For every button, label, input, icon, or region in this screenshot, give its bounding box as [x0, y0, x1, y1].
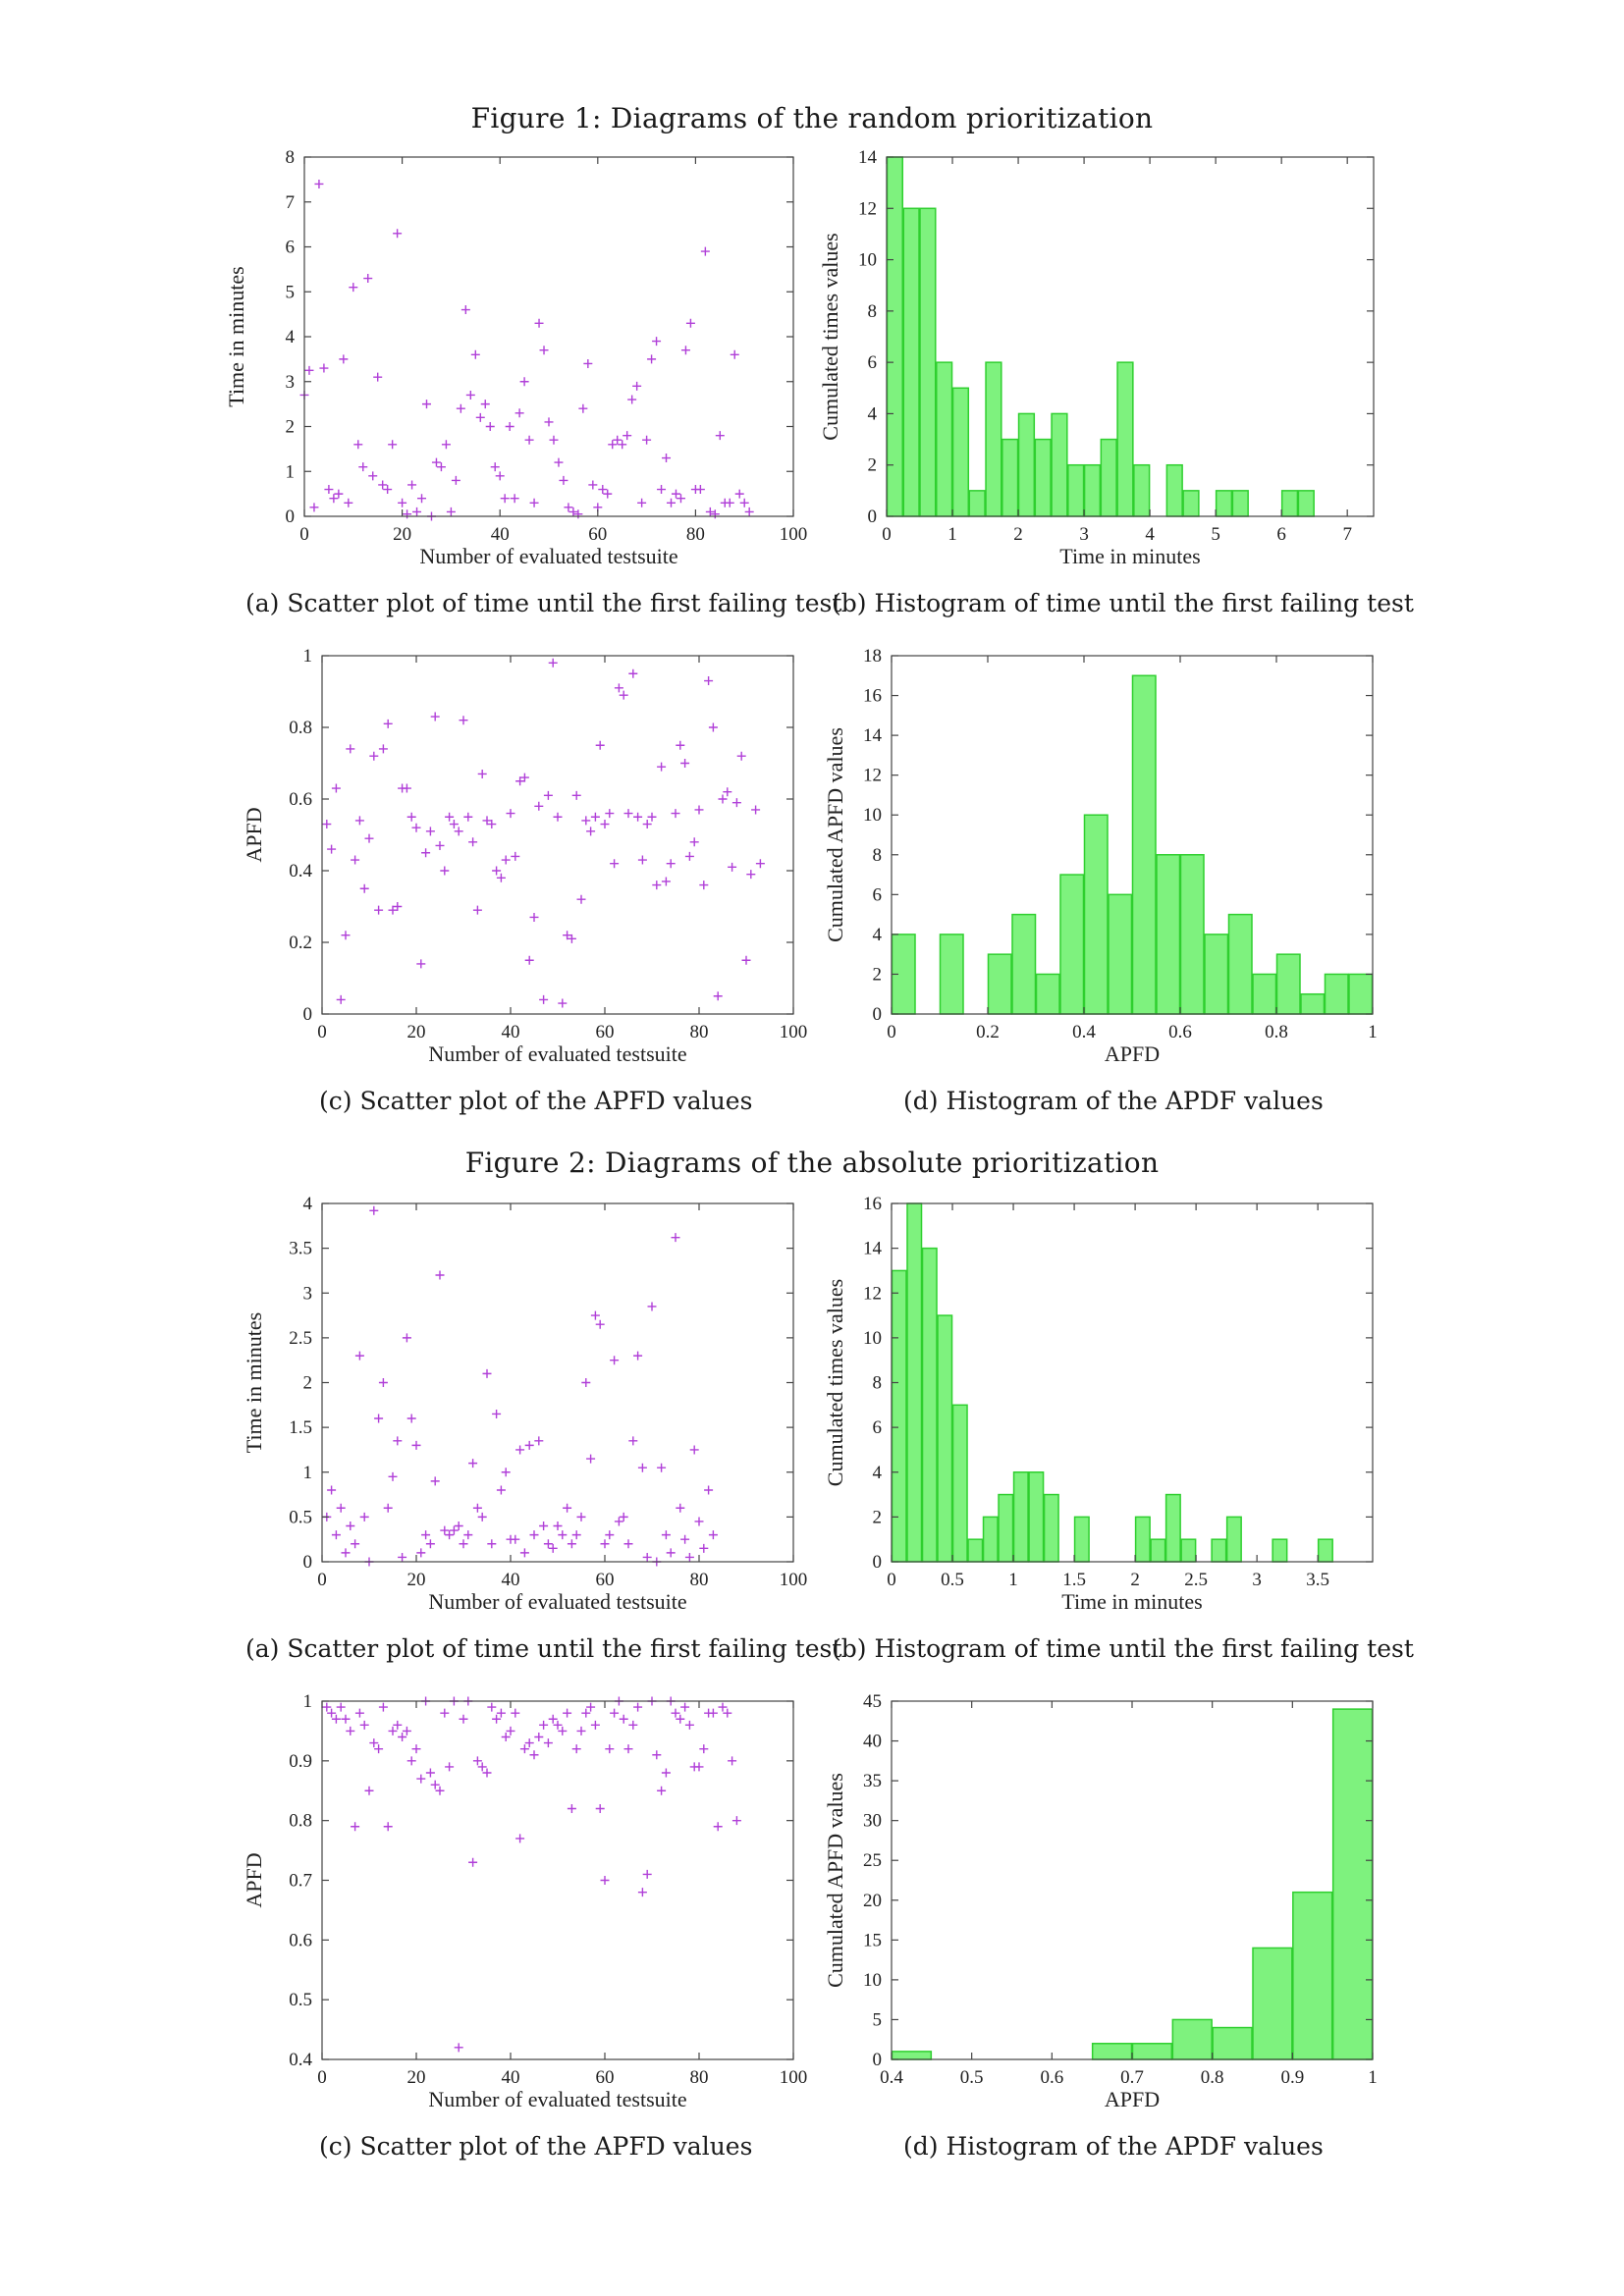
- f1a-ytick-label-0: 0: [285, 507, 295, 527]
- f2d-ytick-label-4: 20: [863, 1890, 882, 1911]
- f2c-ytick-label-0: 0.4: [289, 2050, 312, 2070]
- f1d-ytick-label-6: 12: [863, 765, 882, 786]
- f2c-xtick-label-3: 60: [595, 2067, 615, 2088]
- f1b-ytick-label-1: 2: [867, 454, 877, 476]
- figure1-caption-a: (a) Scatter plot of time until the first failing test: [245, 589, 842, 617]
- f2d-ytick-label-9: 45: [863, 1691, 882, 1712]
- f2d-ylabel: Cumulated APFD values: [823, 1773, 847, 1988]
- f1a-xtick-label-0: 0: [299, 524, 309, 545]
- f2a-ytick-label-3: 1.5: [289, 1417, 312, 1439]
- f1d-xtick-label-5: 1: [1368, 1022, 1378, 1042]
- f1d-xtick-label-2: 0.4: [1072, 1022, 1096, 1042]
- figure2-caption-c: (c) Scatter plot of the APFD values: [319, 2132, 753, 2161]
- f1c-xtick-label-4: 80: [689, 1022, 709, 1042]
- f1a-xtick-label-1: 20: [393, 524, 412, 545]
- f1a-ytick-label-1: 1: [285, 461, 295, 483]
- f2b-xtick-label-7: 3.5: [1306, 1570, 1330, 1590]
- f2a-xlabel: Number of evaluated testsuite: [428, 1589, 687, 1614]
- f2a-ytick-label-6: 3: [302, 1283, 312, 1305]
- f2a-xtick-label-1: 20: [406, 1570, 426, 1590]
- f2c-ytick-label-5: 0.9: [289, 1750, 312, 1772]
- f2b-ytick-label-8: 16: [863, 1194, 882, 1214]
- f1b-ytick-label-7: 14: [858, 147, 877, 168]
- f2c-xtick-label-0: 0: [317, 2067, 327, 2088]
- f1c-ytick-label-0: 0: [302, 1004, 312, 1025]
- f1b-xtick-label-6: 6: [1276, 524, 1286, 545]
- f1d-xtick-label-0: 0: [887, 1022, 896, 1042]
- f1b-ytick-label-2: 4: [867, 403, 877, 425]
- figure1-title: Figure 1: Diagrams of the random prioritization: [470, 102, 1154, 134]
- f1b-ytick-label-4: 8: [867, 300, 877, 322]
- f1c-xtick-label-0: 0: [317, 1022, 327, 1042]
- f2a-xtick-label-0: 0: [317, 1570, 327, 1590]
- f2d-xtick-label-6: 1: [1368, 2067, 1378, 2088]
- f2d-ytick-label-3: 15: [863, 1930, 882, 1951]
- f2c-ytick-label-1: 0.5: [289, 1990, 312, 2011]
- f2d-xlabel: APFD: [1104, 2087, 1161, 2111]
- f1a-xtick-label-5: 100: [779, 524, 808, 545]
- figure2-caption-a: (a) Scatter plot of time until the first failing test: [245, 1634, 842, 1663]
- figure1-caption-d: (d) Histogram of the APDF values: [903, 1087, 1324, 1115]
- f2a-xtick-label-3: 60: [595, 1570, 615, 1590]
- f2b-xtick-label-4: 2: [1130, 1570, 1140, 1590]
- f2d-bar-1: [1093, 2044, 1132, 2059]
- f1c-ytick-label-5: 1: [302, 646, 312, 667]
- f2d-xtick-label-5: 0.9: [1280, 2067, 1305, 2088]
- figure1-caption-b: (b) Histogram of time until the first failing test: [832, 589, 1414, 617]
- f2b-xtick-label-3: 1.5: [1062, 1570, 1086, 1590]
- figure2-caption-b: (b) Histogram of time until the first failing test: [832, 1634, 1414, 1663]
- f1a-ylabel: Time in minutes: [224, 266, 248, 407]
- f2d-bar-6: [1293, 1893, 1332, 2059]
- f1a-ytick-label-8: 8: [285, 147, 295, 168]
- f1b-xtick-label-0: 0: [882, 524, 892, 545]
- f2b-ytick-label-2: 4: [872, 1462, 882, 1483]
- f2a-ylabel: Time in minutes: [242, 1311, 266, 1454]
- f1d-xtick-label-3: 0.6: [1168, 1022, 1192, 1042]
- f1c-ytick-label-3: 0.6: [289, 789, 312, 810]
- f1b-xtick-label-2: 2: [1013, 524, 1023, 545]
- f1c-xtick-label-3: 60: [595, 1022, 615, 1042]
- f2b-ylabel: Cumulated times values: [823, 1278, 847, 1487]
- f1c-xtick-label-5: 100: [779, 1022, 808, 1042]
- f2b-ytick-label-1: 2: [872, 1507, 882, 1528]
- f1a-xtick-label-2: 40: [490, 524, 510, 545]
- f1d-ytick-label-5: 10: [863, 805, 882, 827]
- f2b-xtick-label-6: 3: [1252, 1570, 1262, 1590]
- f2a-xtick-label-4: 80: [689, 1570, 709, 1590]
- f1d-ytick-label-7: 14: [863, 725, 882, 747]
- f2b-xtick-label-2: 1: [1008, 1570, 1018, 1590]
- f1a-xtick-label-3: 60: [588, 524, 608, 545]
- f2a-ytick-label-5: 2.5: [289, 1327, 312, 1349]
- f2b-xtick-label-0: 0: [887, 1570, 896, 1590]
- f1a-xtick-label-4: 80: [685, 524, 705, 545]
- f2a-ytick-label-7: 3.5: [289, 1238, 312, 1259]
- f1a-ytick-label-5: 5: [285, 282, 295, 303]
- f1d-ytick-label-2: 4: [872, 924, 882, 945]
- f1b-xtick-label-4: 4: [1145, 524, 1155, 545]
- f2b-xlabel: Time in minutes: [1061, 1589, 1203, 1614]
- f2d-ytick-label-6: 30: [863, 1810, 882, 1832]
- f1c-ytick-label-2: 0.4: [289, 861, 312, 881]
- f1b-xtick-label-7: 7: [1342, 524, 1352, 545]
- f2d-bar-0: [893, 2052, 932, 2059]
- f2d-bar-5: [1253, 1948, 1292, 2059]
- f2b-ytick-label-6: 12: [863, 1283, 882, 1305]
- f2c-ytick-label-6: 1: [302, 1691, 312, 1712]
- f2b-ytick-label-0: 0: [872, 1552, 882, 1573]
- f1d-ytick-label-3: 6: [872, 884, 882, 906]
- f1a-ytick-label-2: 2: [285, 416, 295, 438]
- f2c-xtick-label-4: 80: [689, 2067, 709, 2088]
- f2b-ytick-label-3: 6: [872, 1417, 882, 1439]
- f2a-xtick-label-2: 40: [501, 1570, 520, 1590]
- f2b-ytick-label-5: 10: [863, 1327, 882, 1349]
- f1a-ytick-label-6: 6: [285, 237, 295, 258]
- f2b-ytick-label-4: 8: [872, 1372, 882, 1394]
- f2d-bar-3: [1172, 2019, 1212, 2059]
- f2a-ytick-label-1: 0.5: [289, 1507, 312, 1528]
- f1d-xtick-label-4: 0.8: [1265, 1022, 1288, 1042]
- f2c-xtick-label-5: 100: [779, 2067, 808, 2088]
- f2c-ytick-label-4: 0.8: [289, 1810, 312, 1832]
- f2d-ytick-label-5: 25: [863, 1850, 882, 1872]
- f1b-xtick-label-1: 1: [947, 524, 957, 545]
- f2a-ytick-label-8: 4: [302, 1194, 312, 1214]
- f2d-bar-7: [1333, 1709, 1373, 2059]
- f1c-ytick-label-4: 0.8: [289, 718, 312, 738]
- f1a-xlabel: Number of evaluated testsuite: [419, 544, 678, 568]
- f1d-ylabel: Cumulated APFD values: [823, 727, 847, 942]
- f2a-xtick-label-5: 100: [779, 1570, 808, 1590]
- f1c-xtick-label-2: 40: [501, 1022, 520, 1042]
- f1b-ytick-label-5: 10: [858, 249, 877, 271]
- f1d-ytick-label-1: 2: [872, 964, 882, 986]
- f2b-xtick-label-1: 0.5: [941, 1570, 964, 1590]
- f2d-ytick-label-8: 40: [863, 1731, 882, 1752]
- f2d-ytick-label-0: 0: [872, 2050, 882, 2070]
- f2d-xtick-label-2: 0.6: [1040, 2067, 1064, 2088]
- f2c-ylabel: APFD: [242, 1852, 266, 1908]
- f1c-ytick-label-1: 0.2: [289, 933, 312, 953]
- f2d-ytick-label-7: 35: [863, 1771, 882, 1792]
- f2c-ytick-label-2: 0.6: [289, 1930, 312, 1951]
- f1d-ytick-label-9: 18: [863, 646, 882, 667]
- f1b-ylabel: Cumulated times values: [818, 233, 842, 441]
- f1a-ytick-label-7: 7: [285, 191, 295, 213]
- f2d-bar-2: [1133, 2044, 1172, 2059]
- f2c-ytick-label-3: 0.7: [289, 1870, 312, 1892]
- f1b-ytick-label-3: 6: [867, 352, 877, 374]
- f2a-ytick-label-2: 1: [302, 1462, 312, 1483]
- f1d-ytick-label-0: 0: [872, 1004, 882, 1025]
- f1d-xlabel: APFD: [1104, 1041, 1161, 1066]
- f2d-bar-4: [1213, 2028, 1252, 2059]
- f1d-ytick-label-8: 16: [863, 685, 882, 707]
- f1d-ytick-label-4: 8: [872, 844, 882, 866]
- f2b-ytick-label-7: 14: [863, 1238, 882, 1259]
- f2c-xtick-label-2: 40: [501, 2067, 520, 2088]
- f1a-ytick-label-4: 4: [285, 327, 295, 347]
- f1b-ytick-label-0: 0: [867, 507, 877, 527]
- f1c-xtick-label-1: 20: [406, 1022, 426, 1042]
- figure2-title: Figure 2: Diagrams of the absolute prioritization: [464, 1147, 1160, 1179]
- f1b-ytick-label-6: 12: [858, 198, 877, 220]
- f1d-xtick-label-1: 0.2: [976, 1022, 1000, 1042]
- f2c-xlabel: Number of evaluated testsuite: [428, 2087, 687, 2111]
- f2a-ytick-label-0: 0: [302, 1552, 312, 1573]
- f1b-xtick-label-3: 3: [1079, 524, 1089, 545]
- f1b-xtick-label-5: 5: [1211, 524, 1220, 545]
- f1b-xlabel: Time in minutes: [1059, 544, 1201, 568]
- figure2-caption-d: (d) Histogram of the APDF values: [903, 2132, 1324, 2161]
- f2d-xtick-label-0: 0.4: [880, 2067, 903, 2088]
- f1a-ytick-label-3: 3: [285, 371, 295, 393]
- f1c-ylabel: APFD: [242, 807, 266, 863]
- figure1-caption-c: (c) Scatter plot of the APFD values: [319, 1087, 753, 1115]
- f2d-xtick-label-3: 0.7: [1120, 2067, 1144, 2088]
- f2d-xtick-label-1: 0.5: [959, 2067, 984, 2088]
- f2b-xtick-label-5: 2.5: [1184, 1570, 1209, 1590]
- f2d-ytick-label-2: 10: [863, 1969, 882, 1991]
- f2d-ytick-label-1: 5: [872, 2009, 882, 2031]
- f2a-ytick-label-4: 2: [302, 1372, 312, 1394]
- f2c-xtick-label-1: 20: [406, 2067, 426, 2088]
- f1c-xlabel: Number of evaluated testsuite: [428, 1041, 687, 1066]
- f2d-xtick-label-4: 0.8: [1200, 2067, 1224, 2088]
